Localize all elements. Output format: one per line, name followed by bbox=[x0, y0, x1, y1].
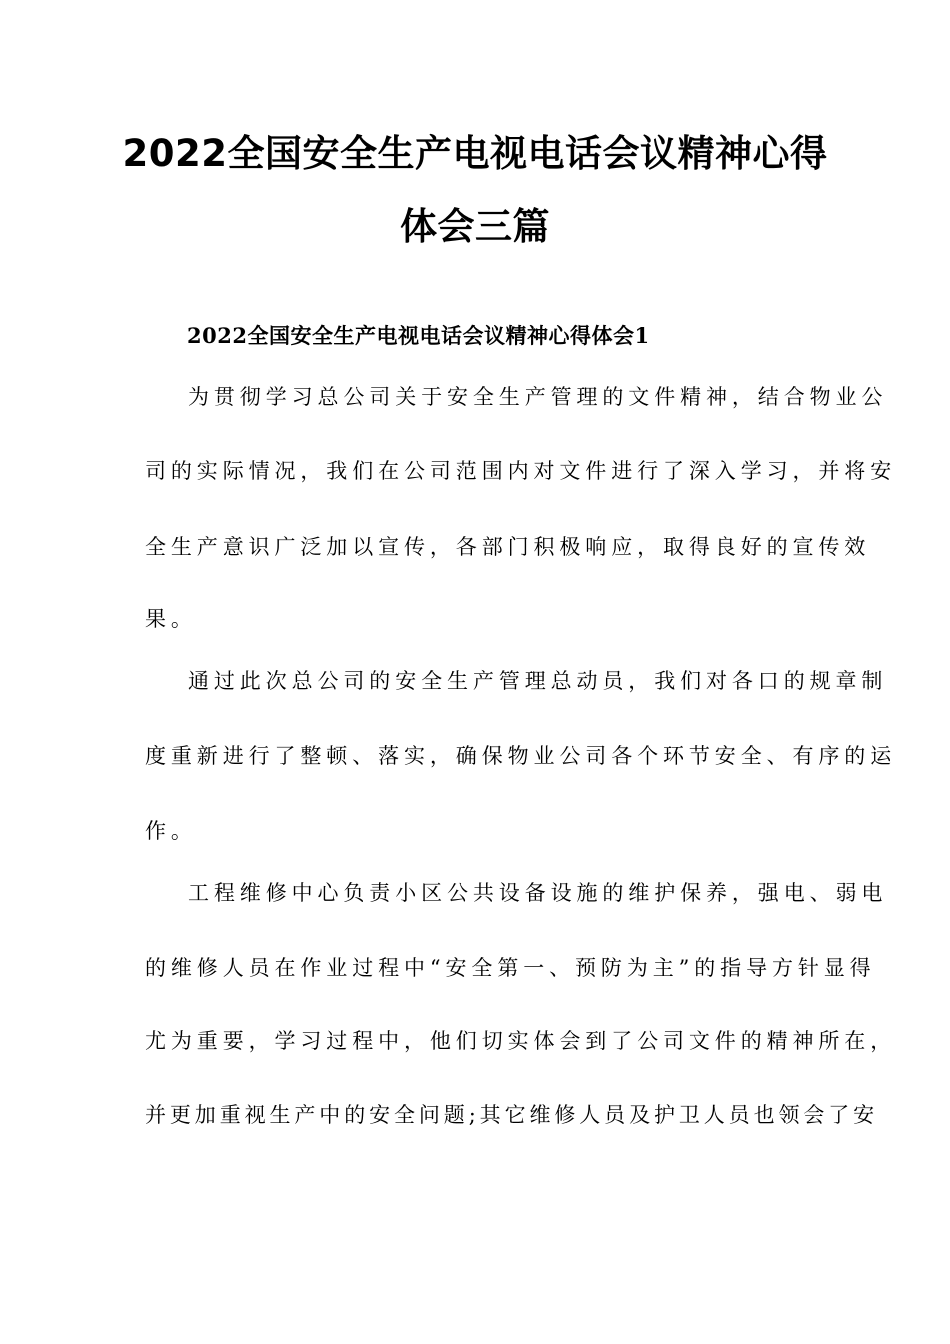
document-title-line-2: 体会三篇 bbox=[400, 205, 550, 248]
paragraph-2-line-3: 作。 bbox=[145, 819, 197, 843]
paragraph-3-line-1: 工程维修中心负责小区公共设备设施的维护保养，强电、弱电 bbox=[188, 881, 888, 905]
paragraph-1-line-3: 全生产意识广泛加以宣传，各部门积极响应，取得良好的宣传效 bbox=[145, 535, 871, 559]
paragraph-1-line-1: 为贯彻学习总公司关于安全生产管理的文件精神，结合物业公 bbox=[188, 385, 888, 409]
paragraph-3-line-4: 并更加重视生产中的安全问题;其它维修人员及护卫人员也领会了安 bbox=[145, 1103, 879, 1127]
paragraph-3-line-3: 尤为重要，学习过程中，他们切实体会到了公司文件的精神所在， bbox=[145, 1029, 897, 1053]
paragraph-2-line-2: 度重新进行了整顿、落实，确保物业公司各个环节安全、有序的运 bbox=[145, 744, 897, 768]
paragraph-1-line-2: 司的实际情况，我们在公司范围内对文件进行了深入学习，并将安 bbox=[145, 459, 897, 483]
paragraph-3-line-2: 的维修人员在作业过程中“安全第一、预防为主”的指导方针显得 bbox=[145, 956, 876, 980]
paragraph-2-line-1: 通过此次总公司的安全生产管理总动员，我们对各口的规章制 bbox=[188, 669, 888, 693]
section-heading: 2022全国安全生产电视电话会议精神心得体会1 bbox=[187, 323, 650, 348]
paragraph-1-line-4: 果。 bbox=[145, 607, 197, 631]
document-title-line-1: 2022全国安全生产电视电话会议精神心得 bbox=[122, 132, 828, 175]
